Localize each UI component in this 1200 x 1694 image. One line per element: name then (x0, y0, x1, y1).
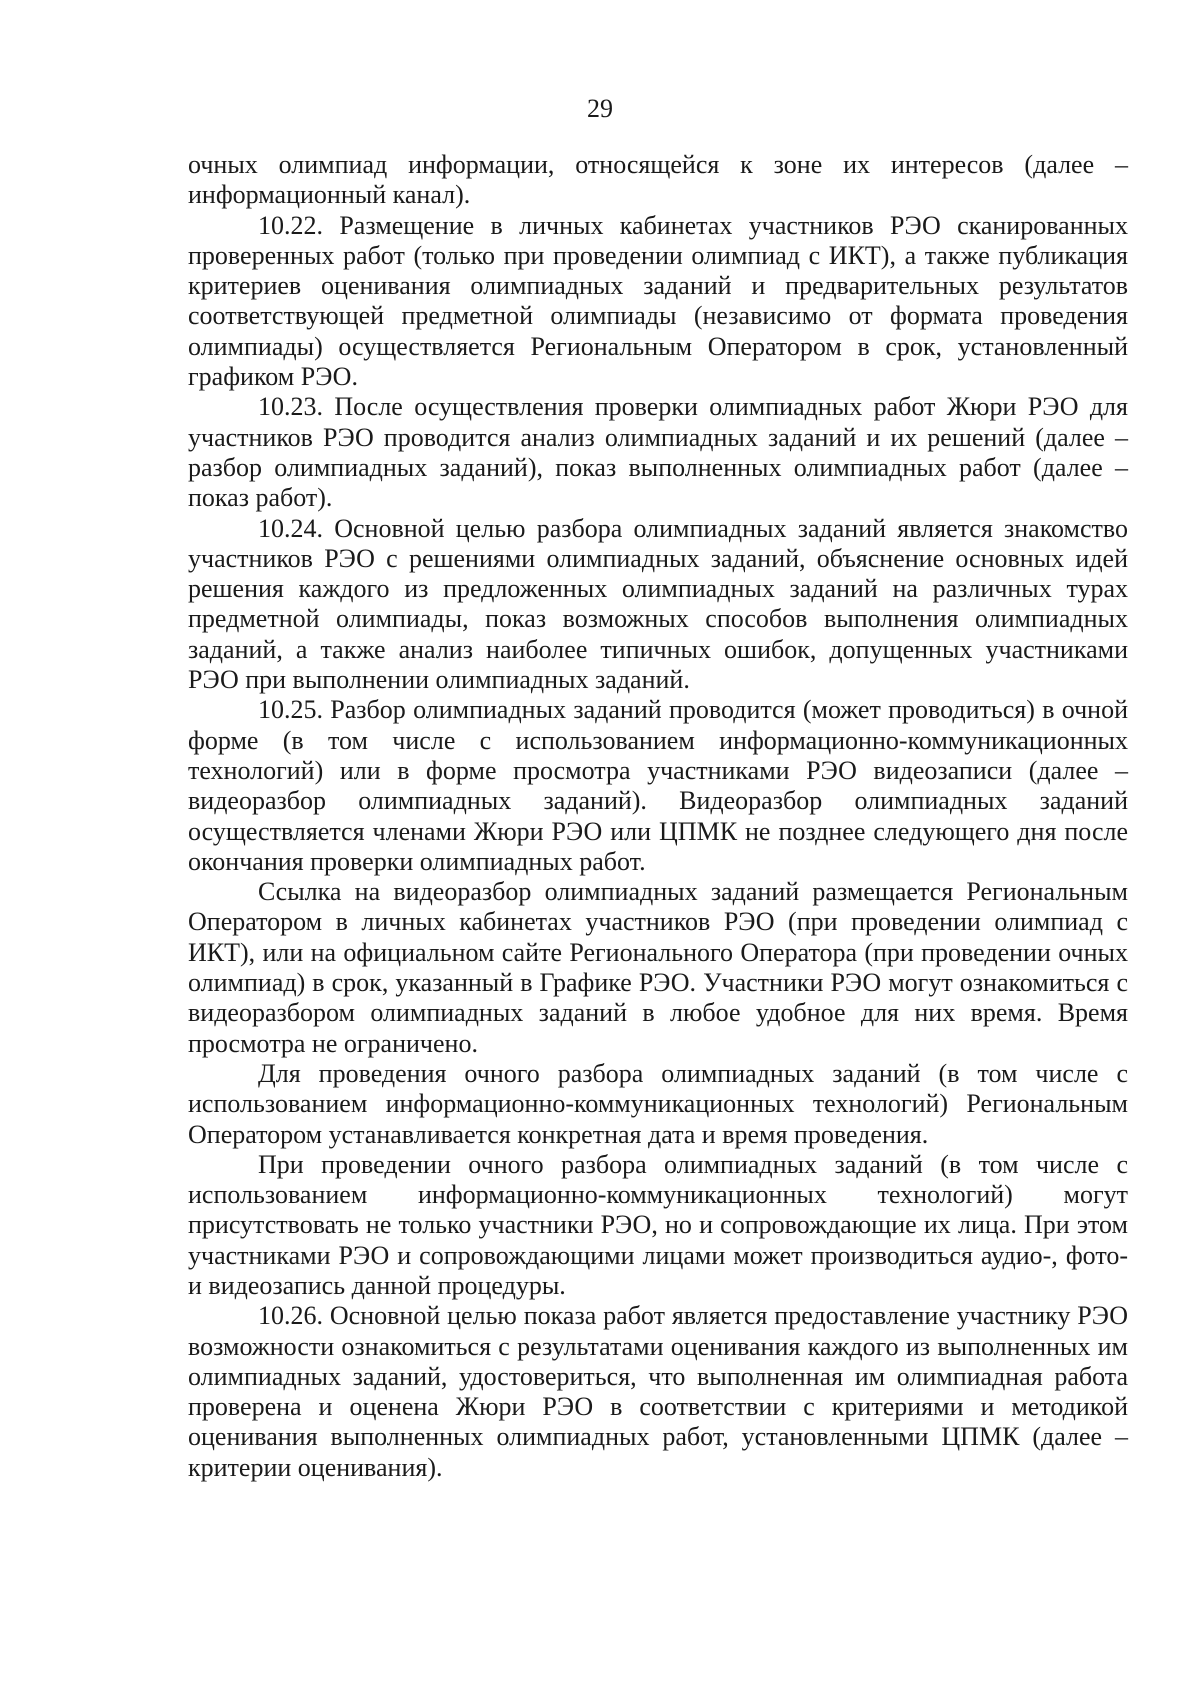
paragraph-10-26: 10.26. Основной целью показа работ является предоставление участнику РЭО возможности ознакомиться с результатами оценивания каждого из выполненных им олимпиадных заданий, удостовериться, что выполненная им олимпиадная работа проверена и оценена Жюри РЭО в соответствии с критериями и методикой оценивания выполненных олимпиадных работ, установленными ЦПМК (далее – критерии оценивания). (188, 1301, 1128, 1482)
paragraph-10-23: 10.23. После осуществления проверки олимпиадных работ Жюри РЭО для участников РЭО проводится анализ олимпиадных заданий и их решений (далее – разбор олимпиадных заданий), показ выполненных олимпиадных работ (далее – показ работ). (188, 392, 1128, 513)
page-number: 29 (587, 94, 613, 123)
document-body (188, 150, 1128, 1483)
paragraph-attendees: При проведении очного разбора олимпиадных заданий (в том числе с использованием информационно-коммуникационных технологий) могут присутствовать не только участники РЭО, но и сопровождающие их лица. При этом участниками РЭО и сопровождающими лицами может производиться аудио-, фото- и видеозапись данной процедуры. (188, 1149, 1128, 1300)
paragraph-10-24: 10.24. Основной целью разбора олимпиадных заданий является знакомство участников РЭО с решениями олимпиадных заданий, объяснение основных идей решения каждого из предложенных олимпиадных заданий на различных турах предметной олимпиады, показ возможных способов выполнения олимпиадных заданий, а также анализ наиболее типичных ошибок, допущенных участниками РЭО при выполнении олимпиадных заданий. (188, 513, 1128, 695)
paragraph-in-person-review: Для проведения очного разбора олимпиадных заданий (в том числе с использованием информационно-коммуникационных технологий) Региональным Оператором устанавливается конкретная дата и время проведения. (188, 1058, 1128, 1149)
paragraph-10-22: 10.22. Размещение в личных кабинетах участников РЭО сканированных проверенных работ (только при проведении олимпиад с ИКТ), а также публикация критериев оценивания олимпиадных заданий и предварительных результатов соответствующей предметной олимпиады (независимо от формата проведения олимпиады) осуществляется Региональным Оператором в срок, установленный графиком РЭО. (188, 210, 1128, 392)
paragraph-video-link: Ссылка на видеоразбор олимпиадных заданий размещается Региональным Оператором в личных кабинетах участников РЭО (при проведении олимпиад с ИКТ), или на официальном сайте Регионального Оператора (при проведении очных олимпиад) в срок, указанный в Графике РЭО. Участники РЭО могут ознакомиться с видеоразбором олимпиадных заданий в любое удобное для них время. Время просмотра не ограничено. (188, 877, 1128, 1058)
paragraph-1: очных олимпиад информации, относящейся к зоне их интересов (далее – информационный канал). (188, 150, 1128, 210)
paragraph-10-25: 10.25. Разбор олимпиадных заданий проводится (может проводиться) в очной форме (в том числе с использованием информационно-коммуникационных технологий) или в форме просмотра участниками РЭО видеозаписи (далее – видеоразбор олимпиадных заданий). Видеоразбор олимпиадных заданий осуществляется членами Жюри РЭО или ЦПМК не позднее следующего дня после окончания проверки олимпиадных работ. (188, 695, 1128, 876)
